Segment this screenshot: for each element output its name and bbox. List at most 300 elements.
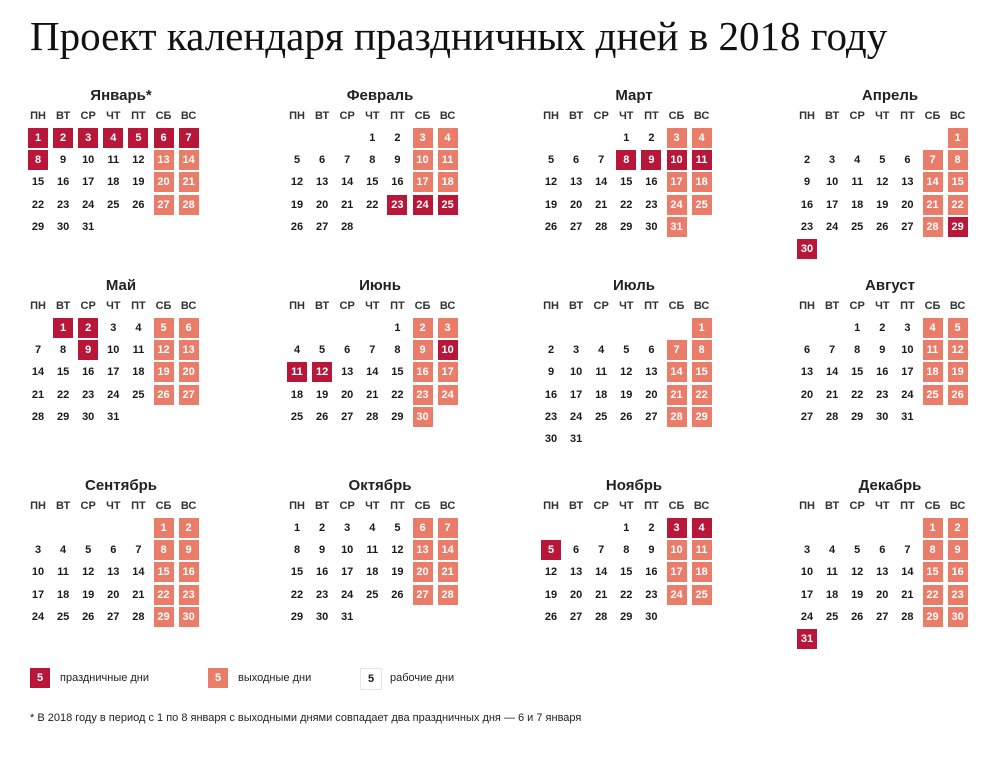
workday-day: 18 [595, 388, 608, 401]
weekend-day: 2 [948, 518, 968, 538]
workday-day: 16 [56, 176, 70, 189]
month-block [797, 277, 983, 467]
workday-day: 19 [132, 176, 145, 189]
weekend-day: 5 [154, 318, 174, 338]
workday-day: 11 [366, 544, 379, 557]
weekend-day: 1 [154, 518, 174, 538]
weekend-day: 26 [154, 385, 174, 405]
workday-day: 10 [341, 544, 354, 557]
holiday-day: 9 [78, 340, 98, 360]
month-name: Май [105, 277, 137, 294]
weekday-header: ПТ [644, 300, 659, 312]
workday-day: 4 [369, 522, 376, 534]
workday-day: 24 [107, 388, 120, 401]
workday-day: 21 [31, 388, 45, 401]
weekday-header: ПН [543, 300, 559, 312]
workday-day: 2 [648, 522, 655, 534]
workday-day: 23 [82, 388, 95, 401]
workday-day: 13 [800, 366, 814, 379]
month-block [287, 277, 473, 467]
weekday-header: ЧТ [619, 500, 634, 512]
workday-day: 24 [800, 610, 814, 623]
workday-day: 21 [595, 588, 608, 601]
workday-day: 23 [645, 588, 658, 601]
workday-day: 5 [85, 544, 92, 557]
workday-day: 30 [544, 433, 558, 445]
weekend-day: 23 [413, 385, 433, 405]
workday-day: 23 [876, 388, 889, 401]
workday-day: 22 [391, 388, 404, 401]
workday-day: 13 [569, 566, 583, 579]
workday-day: 1 [369, 132, 376, 144]
holiday-day: 5 [128, 128, 148, 148]
weekday-header: ВТ [568, 300, 584, 312]
workday-day: 9 [394, 154, 401, 167]
weekend-day: 12 [154, 340, 174, 360]
workday-day: 20 [800, 388, 814, 401]
weekend-day: 6 [413, 518, 433, 538]
workday-day: 29 [31, 220, 45, 233]
month-block [797, 477, 983, 667]
weekend-day: 28 [667, 407, 687, 427]
weekend-day: 28 [923, 217, 943, 237]
weekday-header: СР [80, 500, 96, 512]
workday-day: 31 [341, 610, 354, 623]
workday-day: 2 [803, 154, 811, 167]
workday-day: 23 [56, 198, 70, 211]
workday-day: 27 [341, 410, 354, 423]
month-block [287, 477, 473, 667]
weekend-day: 16 [413, 362, 433, 382]
workday-day: 21 [132, 588, 145, 601]
holiday-day: 1 [28, 128, 48, 148]
month-block [28, 87, 214, 277]
weekday-header: СБ [414, 300, 431, 312]
weekend-day: 14 [923, 172, 943, 192]
workday-day: 26 [391, 588, 404, 601]
workday-day: 17 [800, 588, 814, 601]
weekday-header: СР [593, 500, 609, 512]
weekend-day: 6 [179, 318, 199, 338]
weekend-day: 22 [948, 195, 968, 215]
weekday-header: ЧТ [106, 500, 121, 512]
weekend-day: 3 [667, 128, 687, 148]
workday-day: 17 [901, 366, 914, 379]
weekend-day: 19 [948, 362, 968, 382]
weekend-day: 3 [438, 318, 458, 338]
workday-day: 24 [82, 198, 95, 211]
weekday-header: ЧТ [619, 110, 634, 122]
holiday-day: 9 [641, 150, 661, 170]
legend-swatch: 5 [360, 668, 382, 690]
workday-day: 20 [315, 198, 329, 211]
weekend-day: 30 [948, 607, 968, 627]
legend-item [360, 668, 520, 690]
weekday-header: ВТ [314, 500, 330, 512]
weekend-day: 12 [948, 340, 968, 360]
weekday-header: ВС [949, 500, 966, 512]
workday-day: 19 [851, 588, 864, 601]
workday-day: 6 [573, 154, 580, 167]
workday-day: 4 [598, 344, 605, 357]
holiday-day: 10 [438, 340, 458, 360]
workday-day: 6 [110, 544, 117, 557]
workday-day: 19 [544, 198, 558, 211]
workday-day: 26 [851, 610, 864, 623]
workday-day: 16 [800, 198, 814, 211]
workday-day: 15 [366, 176, 379, 189]
workday-day: 2 [319, 522, 326, 534]
workday-day: 10 [825, 176, 839, 189]
workday-day: 22 [31, 198, 45, 211]
weekday-header: СР [339, 500, 355, 512]
workday-day: 29 [56, 410, 70, 423]
workday-day: 9 [547, 366, 555, 379]
workday-day: 12 [544, 566, 558, 579]
weekday-header: СБ [155, 300, 172, 312]
workday-day: 9 [648, 544, 655, 557]
weekend-day: 11 [438, 150, 458, 170]
workday-day: 28 [595, 220, 608, 233]
weekday-header: СБ [668, 110, 685, 122]
workday-day: 25 [132, 388, 145, 401]
weekend-day: 11 [692, 540, 712, 560]
workday-day: 13 [901, 176, 914, 189]
workday-day: 16 [544, 388, 558, 401]
workday-day: 15 [620, 566, 633, 579]
workday-day: 19 [315, 388, 329, 401]
workday-day: 25 [595, 410, 608, 423]
weekday-header: ВТ [55, 500, 71, 512]
legend-swatch: 5 [30, 668, 50, 688]
workday-day: 18 [290, 388, 304, 401]
weekend-day: 15 [948, 172, 968, 192]
workday-day: 10 [901, 344, 914, 357]
weekday-header: ПТ [900, 300, 915, 312]
workday-day: 7 [829, 344, 836, 357]
weekday-header: ПТ [131, 110, 146, 122]
workday-day: 4 [135, 322, 142, 334]
workday-day: 22 [290, 588, 304, 601]
workday-day: 30 [315, 610, 329, 623]
weekend-day: 3 [413, 128, 433, 148]
workday-day: 7 [34, 344, 42, 357]
weekday-header: СБ [924, 500, 941, 512]
weekend-day: 11 [923, 340, 943, 360]
weekend-day: 2 [179, 518, 199, 538]
workday-day: 28 [825, 410, 839, 423]
workday-day: 22 [620, 588, 633, 601]
month-name: Январь* [90, 87, 152, 104]
workday-day: 15 [391, 366, 404, 379]
weekend-day: 18 [692, 562, 712, 582]
workday-day: 24 [825, 220, 839, 233]
workday-day: 19 [290, 198, 304, 211]
weekday-header: СР [849, 500, 865, 512]
workday-day: 20 [901, 198, 914, 211]
workday-day: 9 [879, 344, 886, 357]
workday-day: 29 [391, 410, 404, 423]
weekday-header: ПН [543, 500, 559, 512]
weekend-day: 5 [948, 318, 968, 338]
holiday-day: 1 [53, 318, 73, 338]
weekend-day: 26 [948, 385, 968, 405]
weekend-day: 1 [948, 128, 968, 148]
month-name: Июнь [359, 277, 401, 294]
weekend-day: 7 [923, 150, 943, 170]
holiday-day: 3 [667, 518, 687, 538]
weekday-header: ПН [289, 300, 305, 312]
weekday-header: СР [593, 300, 609, 312]
weekend-day: 22 [154, 585, 174, 605]
workday-day: 11 [595, 366, 607, 379]
weekend-day: 30 [413, 407, 433, 427]
weekend-day: 9 [948, 540, 968, 560]
weekday-header: СБ [924, 300, 941, 312]
workday-day: 6 [879, 544, 886, 557]
holiday-day: 7 [179, 128, 199, 148]
workday-day: 14 [341, 176, 354, 189]
weekend-day: 8 [692, 340, 712, 360]
workday-day: 28 [31, 410, 45, 423]
weekend-day: 13 [413, 540, 433, 560]
workday-day: 6 [803, 344, 811, 357]
workday-day: 24 [569, 410, 583, 423]
workday-day: 16 [391, 176, 404, 189]
weekend-day: 27 [413, 585, 433, 605]
workday-day: 24 [901, 388, 914, 401]
weekend-day: 13 [179, 340, 199, 360]
weekday-header: СБ [414, 500, 431, 512]
workday-day: 21 [366, 388, 379, 401]
weekend-day: 30 [179, 607, 199, 627]
holiday-day: 8 [28, 150, 48, 170]
weekend-day: 22 [692, 385, 712, 405]
month-name: Октябрь [348, 477, 412, 494]
holiday-day: 5 [541, 540, 561, 560]
weekend-day: 29 [692, 407, 712, 427]
weekend-day: 13 [154, 150, 174, 170]
holiday-day: 30 [797, 239, 817, 259]
month-block [28, 477, 214, 667]
workday-day: 30 [645, 610, 658, 623]
workday-day: 30 [56, 220, 70, 233]
weekday-header: ВТ [568, 110, 584, 122]
legend-item [208, 668, 368, 690]
month-name: Сентябрь [85, 477, 157, 494]
weekend-day: 15 [692, 362, 712, 382]
workday-day: 18 [851, 198, 864, 211]
workday-day: 26 [290, 220, 304, 233]
workday-day: 15 [851, 366, 864, 379]
workday-day: 10 [569, 366, 583, 379]
weekday-header: ПТ [390, 300, 405, 312]
workday-day: 18 [366, 566, 379, 579]
weekday-header: ЧТ [106, 300, 121, 312]
workday-day: 11 [57, 566, 69, 579]
workday-day: 5 [293, 154, 301, 167]
workday-day: 25 [107, 198, 120, 211]
workday-day: 11 [851, 176, 863, 189]
month-name: Декабрь [858, 477, 922, 494]
workday-day: 9 [803, 176, 811, 189]
weekend-day: 8 [923, 540, 943, 560]
workday-day: 14 [366, 366, 379, 379]
weekend-day: 18 [438, 172, 458, 192]
workday-day: 30 [876, 410, 889, 423]
holiday-day: 6 [154, 128, 174, 148]
month-block [287, 87, 473, 277]
weekend-day: 24 [438, 385, 458, 405]
legend-item [30, 668, 190, 690]
weekday-header: ПТ [131, 500, 146, 512]
workday-day: 31 [82, 220, 95, 233]
workday-day: 14 [825, 366, 839, 379]
workday-day: 7 [598, 544, 605, 557]
weekend-day: 8 [948, 150, 968, 170]
weekday-header: ПН [30, 300, 46, 312]
workday-day: 27 [569, 220, 583, 233]
weekend-day: 8 [154, 540, 174, 560]
weekday-header: ВС [439, 500, 456, 512]
weekday-header: ПН [799, 500, 815, 512]
weekend-day: 16 [948, 562, 968, 582]
weekday-header: ВС [949, 300, 966, 312]
workday-day: 27 [876, 610, 889, 623]
workday-day: 7 [135, 544, 142, 557]
workday-day: 20 [107, 588, 120, 601]
workday-day: 1 [293, 522, 301, 534]
workday-day: 24 [31, 610, 45, 623]
weekend-day: 7 [438, 518, 458, 538]
workday-day: 20 [341, 388, 354, 401]
workday-day: 25 [290, 410, 304, 423]
workday-day: 22 [366, 198, 379, 211]
workday-day: 19 [620, 388, 633, 401]
legend-label: праздничные дни [60, 672, 150, 684]
workday-day: 10 [107, 344, 120, 357]
workday-day: 5 [319, 344, 326, 357]
workday-day: 10 [82, 154, 95, 167]
workday-day: 6 [319, 154, 326, 167]
weekday-header: ВС [180, 300, 197, 312]
weekday-header: ВС [693, 300, 710, 312]
weekend-day: 9 [413, 340, 433, 360]
holiday-day: 2 [53, 128, 73, 148]
workday-day: 4 [293, 344, 301, 357]
workday-day: 4 [854, 154, 861, 167]
weekend-day: 7 [667, 340, 687, 360]
workday-day: 20 [569, 588, 583, 601]
weekend-day: 19 [154, 362, 174, 382]
legend-label: выходные дни [238, 672, 312, 684]
weekday-header: СР [339, 300, 355, 312]
workday-day: 2 [648, 132, 655, 144]
weekend-day: 4 [692, 128, 712, 148]
workday-day: 26 [82, 610, 95, 623]
workday-day: 26 [620, 410, 633, 423]
weekday-header: СР [593, 110, 609, 122]
workday-day: 6 [648, 344, 655, 357]
weekday-header: ПТ [900, 500, 915, 512]
workday-day: 13 [645, 366, 658, 379]
weekday-header: ЧТ [875, 500, 890, 512]
workday-day: 31 [901, 410, 914, 423]
workday-day: 22 [56, 388, 70, 401]
weekday-header: ВС [693, 500, 710, 512]
weekday-header: ПТ [390, 500, 405, 512]
weekend-day: 9 [179, 540, 199, 560]
weekday-header: СБ [414, 110, 431, 122]
workday-day: 3 [34, 544, 42, 557]
weekend-day: 31 [667, 217, 687, 237]
workday-day: 8 [60, 344, 67, 357]
workday-day: 26 [544, 610, 558, 623]
holiday-day: 4 [692, 518, 712, 538]
weekend-day: 15 [154, 562, 174, 582]
weekend-day: 25 [692, 585, 712, 605]
weekday-header: СР [849, 300, 865, 312]
workday-day: 10 [31, 566, 45, 579]
legend-swatch: 5 [208, 668, 228, 688]
month-block [797, 87, 983, 277]
weekday-header: ВС [439, 300, 456, 312]
holiday-day: 23 [387, 195, 407, 215]
workday-day: 12 [132, 154, 145, 167]
holiday-day: 25 [438, 195, 458, 215]
weekend-day: 20 [154, 172, 174, 192]
weekday-header: ЧТ [619, 300, 634, 312]
workday-day: 15 [31, 176, 45, 189]
month-name: Ноябрь [605, 477, 663, 494]
workday-day: 24 [341, 588, 354, 601]
workday-day: 19 [82, 588, 95, 601]
workday-day: 7 [369, 344, 376, 357]
weekend-day: 24 [667, 195, 687, 215]
workday-day: 3 [110, 322, 117, 334]
workday-day: 2 [879, 322, 886, 334]
workday-day: 3 [344, 522, 351, 534]
weekend-day: 28 [438, 585, 458, 605]
weekday-header: ПН [30, 500, 46, 512]
workday-day: 19 [391, 566, 404, 579]
workday-day: 17 [31, 588, 45, 601]
weekday-header: ПТ [644, 110, 659, 122]
weekend-day: 18 [923, 362, 943, 382]
workday-day: 6 [904, 154, 911, 167]
weekday-header: ПН [799, 110, 815, 122]
legend-label: рабочие дни [390, 672, 455, 684]
workday-day: 26 [132, 198, 145, 211]
weekend-day: 1 [923, 518, 943, 538]
workday-day: 6 [344, 344, 351, 357]
weekend-day: 10 [413, 150, 433, 170]
weekend-day: 21 [438, 562, 458, 582]
workday-day: 28 [595, 610, 608, 623]
weekday-header: ВТ [568, 500, 584, 512]
weekend-day: 15 [923, 562, 943, 582]
workday-day: 21 [595, 198, 608, 211]
weekday-header: ВС [180, 500, 197, 512]
workday-day: 8 [623, 544, 630, 557]
workday-day: 3 [573, 344, 580, 357]
workday-day: 21 [825, 388, 839, 401]
workday-day: 29 [620, 610, 633, 623]
weekday-header: ЧТ [106, 110, 121, 122]
workday-day: 11 [132, 344, 145, 357]
weekend-day: 22 [923, 585, 943, 605]
workday-day: 31 [569, 433, 583, 445]
